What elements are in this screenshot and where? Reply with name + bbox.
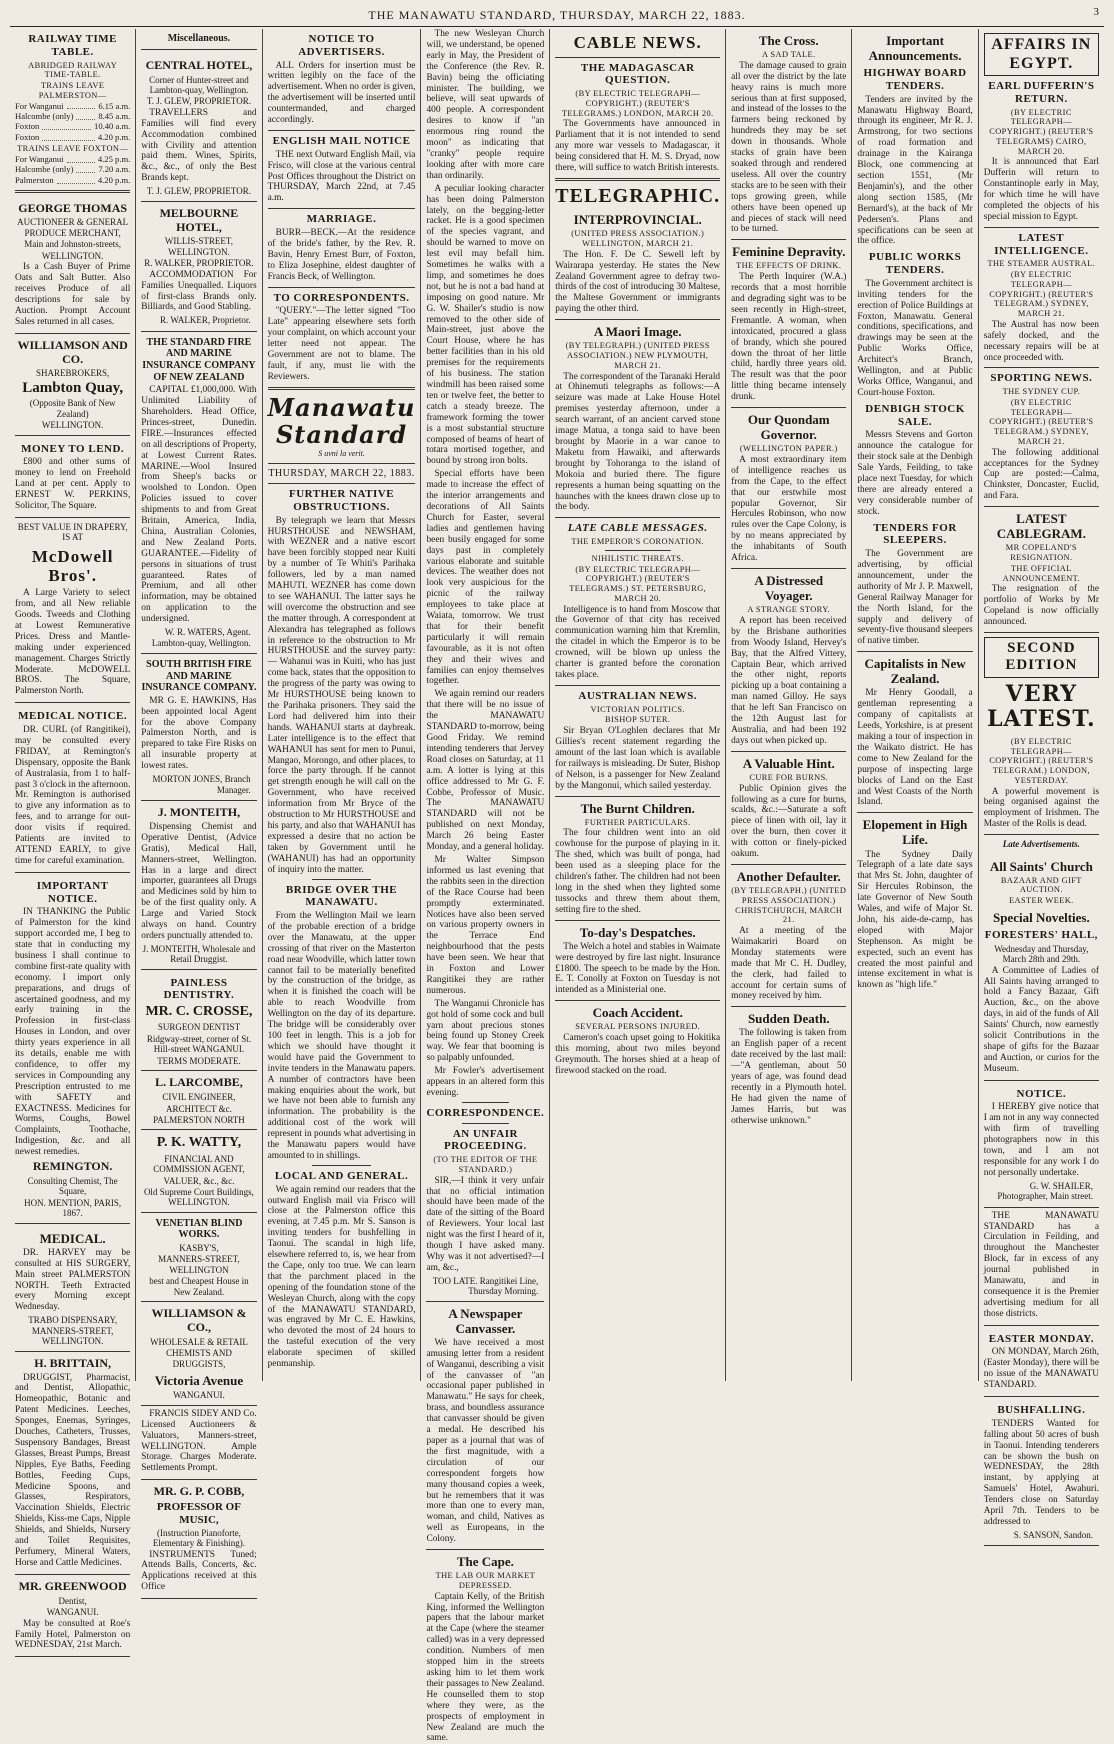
ad-crosse: PAINLESS DENTISTRY. MR. C. CROSSE, SURGEON DENTIST Ridgway-street, corner of St. Hill-street WANGANUI. TERMS MODERATE. bbox=[141, 970, 256, 1071]
ad-williamson-chemists: WILLIAMSON & CO., WHOLESALE & RETAIL CHEMISTS AND DRUGGISTS, Victoria Avenue WANGANUI. bbox=[141, 1302, 256, 1406]
ad-standard-circulation: THE MANAWATU STANDARD has a Circulation in Feilding, and throughout the Manchester Block, far in excess of any journal published in Manawatu, and in consequence it is the Premier advertising medium for all those districts. bbox=[984, 1208, 1099, 1326]
timetable-row: Halcombe (only) 8.45 a.m. bbox=[15, 110, 131, 121]
article-heading: A Newspaper Canvasser. bbox=[448, 1305, 523, 1336]
article-heading: The Cape. bbox=[456, 1554, 514, 1570]
railway-heading: RAILWAY TIME TABLE. bbox=[28, 33, 117, 58]
ad-mcdowell: BEST VALUE IN DRAPERY, IS AT McDowell Bros'. A Large Variety to select from, and all New reliable Goods. Tweeds and Clothing at Lowest Remunerative Prices. Dress and Mantle-making under experienced management. Charges Strictly Moderate. McDOWELL BROS. The Square, Palmerston North. bbox=[15, 518, 130, 703]
article-heading: FURTHER NATIVE OBSTRUCTIONS. bbox=[288, 488, 395, 513]
ad-standard-insurance: THE STANDARD FIRE AND MARINE INSURANCE COMPANY OF NEW ZEALAND CAPITAL £1,000,000. With Unlimited Liability of Shareholders. Head Office, Princes-street, Dunedin. FIRE.—Insurances effected on all descriptions of Property, at Lowest Current Rates. MARINE.—Wool Insured from Sheep's backs or woolshed to London. Open Policies issued to cover shipments to and from Great Britain, America, India, China, Australian Colonies, and New Zealand Ports. GUARANTEE.—Fidelity of persons in situations of trust guaranteed. Rates of Premium, and all other information, may be obtained on application to the undersigned. W. R. WATERS, Agent. Lambton-quay, Wellington. bbox=[141, 332, 256, 654]
ad-shailer-notice: NOTICE. I HEREBY give notice that I am not in any way connected with firm of travelling photographers now in this town, and I am not responsible for any work I do not personally undertake. G. W. SHAILER, Photographer, Main street. bbox=[984, 1081, 1099, 1208]
ad-easter-monday: EASTER MONDAY. ON MONDAY, March 26th, (Easter Monday), there will be no issue of the MANAWATU STANDARD. bbox=[984, 1326, 1099, 1397]
masthead-title: THE MANAWATU STANDARD, THURSDAY, MARCH 22, 1883. bbox=[368, 8, 746, 22]
column-1 bbox=[10, 29, 136, 1651]
ad-name: MR. G. P. COBB, bbox=[153, 1484, 245, 1499]
column-3: NOTICE TO ADVERTISERS. ALL Orders for insertion must be written legibly on the face of the advertisement. When no order is given, the advertisement will be inserted until countermanded, and charged accordingly. ENGLISH MAIL NOTICE THE next Outward English Mail, via Frisco, will close at the various central Post Offices throughout the District on THURSDAY, March 22nd, at 7.45 a.m. MARRIAGE. BURR—BECK.—At the residence of the bride's father, by the Rev. R. Bavin, Henry Ernest Burr, of Foxton, to Eliza Josephine, eldest daughter of Francis Beck, of Wellington. TO CORRESPONDENTS. "QUERY."—The letter signed "Too Late" appearing elsewhere sets forth your complaint, on which account your letter need not appear. The Government are not to blame. The fault, if any, must lie with the Reviewers. Manawatu Standard S uvni la verit. THURSDAY, MARCH 22, 1883. FURTHER NATIVE OBSTRUCTIONS. By telegraph we learn that Messrs HURSTHOUSE and NEWSHAM, with WEZNER and a native escort have been forcibly stopped near Kuiti by a number of Te Whiti's Parihaka followers, led by a man named MAHUTI. WEZNER has come down to see WAHANUI. The latter says he will overcome the obstruction and see the matter through. A correspondent at Alexandra has telegraphed as follows in reference to the obstruction to Mr HURSTHOUSE and the survey party:— Wahanui was in Kuiti, who has just come back, states that the opposition to the progress of the party was owing to Mr HURSTHOUSE being known to the Parihaka prisoners. They said the Lord had delivered him into their hands. WAHANUI starts at daybreak. Later intelligence is to the effect that WAHANUI has sent for men to Punui, Mangao, Morongo, and other places, to force the party through. If he cannot get strength enough he will call on the Government, who have received information from Mr Bryce of the obstruction to Mr HURSTHOUSE and his party, and also that WAHANUI has expressed a desire that no action be taken by Government until he (WAHANUI) has had an opportunity of inquiry into the matter. BRIDGE OVER THE MANAWATU. From the Wellington Mail we learn of the probable erection of a bridge over the Manawatu, at the upper crossing of that river on the Masterton road near Woodville, which latter town cannot fail to be materially benefited by the construction of the bridge, as when it is finished the coach will be able to reach Woodville from Wellington on the day of its departure. The bridge will be considerably over 100 feet in length. This is a job for which we should have thought it would have paid the Government to invite tenders in the Manawatu papers. A number of contractors have been making enquiries about the work, but we have not been able to furnish any information. The probability is the additional cost of the work will represent in pounds what advertising in the Manawatu papers would have amounted to in shillings. LOCAL AND GENERAL. We again remind our readers that the outward English mail via Frisco will close at the Palmerston office this evening, at 7.45 p.m. Mr S. Sanson is inviting tenders for bushfelling in Taonui. The scandal in high life, elsewhere referred to, is, we hear from the Cape, only too true. We can learn that the parchment placed in the opening of the foundation stone of the Wesleyan Church, along with the copy of the MANAWATU STANDARD, was engraved by Mr C. E. Hawkins, who devoted the most of 24 hours to the tasteful execution of the very elaborate specimen of skilled penmanship. bbox=[263, 29, 422, 1381]
article-heading: The Cross. bbox=[758, 33, 819, 48]
timetable-row: Palmerston 4.20 p.m. bbox=[15, 174, 131, 185]
ad-name: WILLIAMSON & CO., bbox=[151, 1306, 247, 1335]
ad-all-saints: All Saints' Church BAZAAR AND GIFT AUCTION. EASTER WEEK. Special Novelties. FORESTERS' HALL, Wednesday and Thursday, March 28th and 29th. A Committee of Ladies of All Saints having arranged to hold a Fancy Bazaar, Gift Auction, &c., on the above days, in aid of the funds of All Saints' Church, now earnestly solicit Contributions in the shape of gifts for the Bazaar and Auction, or curios for the Museum. bbox=[984, 852, 1099, 1081]
ad-brittain: H. BRITTAIN, DRUGGIST, Pharmacist, and Dentist, Allopathic, Homeopathic, Botanic and Patent Medicines. Leeches, Sponges, Enemas, Syringes, Douches, Catheters, Trusses, Suspensory Bandages, Breast Glasses, Breast Pumps, Breast Nipples, Eye Baths, Feeding Bottles, Feeding Cups, Medicine Spoons, and Glasses, Respirators, Vaccination Shields, Electric Shields, Kiss-me Caps, Nipple Shields, and Shields, Nursery and Toilet Requisites, Perfumery, Mineral Waters, Horse and Cattle Medicines. bbox=[15, 1352, 130, 1575]
ad-medical-notice: MEDICAL NOTICE. DR. CURL (of Rangitikei), may be consulted every FRIDAY, at Remington's Dispensary, opposite the Bank of Australasia, from 1 to half-past 3 o'clock in the afternoon. Mr. Remington is authorised to give any information as to fees, and to arrange for out-door visits if required. Patients are invited to ATTEND EARLY, to give time for careful examination. bbox=[15, 703, 130, 873]
ad-south-british: SOUTH BRITISH FIRE AND MARINE INSURANCE COMPANY. MR G. E. HAWKINS, Has been appointed local Agent for the above Company Palmerston North, and is prepared to take Fire Risks on all insurable property at lowest rates. MORTON JONES, Branch Manager. bbox=[141, 654, 256, 801]
ad-name: WILLIAMSON AND CO. bbox=[17, 337, 128, 366]
article-heading: Feminine Depravity. bbox=[732, 244, 846, 260]
dateline: THURSDAY, MARCH 22, 1883. bbox=[268, 467, 415, 479]
timetable-row: Foxton 4.20 p.m. bbox=[15, 131, 131, 142]
column-6: The Cross. A SAD TALE. The damage caused to grain all over the district by the late heavy rains is much more serious than at first supposed, and instead of the losses to the farmers being reckoned by hundreds they may be set down in thousands. Whole stacks of grain have been soaked through and rendered useless. All over the country stacks are to be seen with their tops growing green, while others have been opened up and pieces of stack will need to be turned. Feminine Depravity. THE EFFECTS OF DRINK. The Perth Inquirer (W.A.) records that a most horrible and degrading sight was to be seen recently in High-street, Fremantle. A woman, when intoxicated, procured a glass of brandy, which she poured down the throat of her little child, hardly three years old. The result was that the poor little thing became intensely drunk. Our Quondam Governor. (WELLINGTON PAPER.) A most extraordinary item of intelligence reaches us from the Cape, to the effect that our erstwhile most popular Governor, Sir Hercules Robinson, who now rules over the Cape Colony, is by no means appreciated by the inhabitants of South Africa. A Distressed Voyager. A STRANGE STORY. A report has been received by the Brisbane authorities from Woody Island, Hervey's Bay, that the Alfred Vittery, Captain Bear, which arrived the other night, reports picking up a boat containing a man named Gilloy. He says that he left San Francisco on the 12th August last for Australia, and had been 192 days out when picked up. A Valuable Hint. CURE FOR BURNS. Public Opinion gives the following as a cure for burns, scalds, &c.:—Saturate a soft piece of linen with oil, lay it over the burn, then cover it with cotton or finely-picked oakum. Another Defaulter. (BY TELEGRAPH.) (UNITED PRESS ASSOCIATION.) CHRISTCHURCH, MARCH 21. At a meeting of the Waimakariri Board on Monday statements were made that Mr C. H. Dudley, the clerk, had failed to account for certain sums of money received by him. Sudden Death. The following is taken from an English paper of a recent date received by the last mail:—"A gentleman, about 50 years of age, was found dead recently in a Plymouth hotel. He had given the name of James Harris, but was otherwise unknown." bbox=[726, 29, 852, 1381]
columns bbox=[10, 29, 1104, 1744]
timetable-row: For Wanganui 6.15 a.m. bbox=[15, 100, 131, 111]
ad-george-thomas: GEORGE THOMAS AUCTIONEER & GENERAL PRODUCE MERCHANT, Main and Johnston-streets, WELLINGTON. Is a Cash Buyer of Prime Oats and Salt Butter. Also receives Produce of all descriptions for sale by Auction. Prompt Account Sales returned in all cases. bbox=[15, 197, 130, 334]
article-heading: LATEST CABLEGRAM. bbox=[996, 511, 1086, 542]
page-number: 3 bbox=[1093, 6, 1100, 18]
masthead bbox=[10, 4, 1104, 27]
timetable-row: For Wanganui 4.25 p.m. bbox=[15, 153, 131, 164]
ad-name: L. LARCOMBE, bbox=[155, 1075, 243, 1090]
ad-important-notice: IMPORTANT NOTICE. IN THANKING the Public of Palmerston for the kind support accorded me, I beg to state that in conducting my business I shall continue to combine first-rate quality with economy. I import only preparations, and drugs of ascertained goodness, and my early training in the Profession in first-class Houses in London, and over thirty years experience in all its details, enable me with confidence, to offer my services in Compounding any Prescription entrusted to me with SAFETY and EXACTNESS. Medicines for Worms, Coughs, Bowel Complaints, Toothache, Indigestion, &c. and all newest remedies. REMINGTON. Consulting Chemist, The Square, HON. MENTION, PARIS, 1867. bbox=[15, 873, 130, 1224]
timetable-row: Halcombe (only) 7.20 a.m. bbox=[15, 164, 131, 175]
article-heading: Capitalists in New Zealand. bbox=[864, 656, 966, 687]
ad-name: GEORGE THOMAS bbox=[18, 200, 128, 215]
ad-melbourne-hotel: MELBOURNE HOTEL, WILLIS-STREET, WELLINGTON. R. WALKER, PROPRIETOR. ACCOMMODATION For Families Unequalled. Liquors of first-class Brands only. Billiards, and Good Stabling. R. WALKER, Proprietor. bbox=[141, 202, 256, 332]
ad-money-to-lend: MONEY TO LEND. £800 and other sums of money to lend on Freehold Land at per cent. Apply to ERNEST W. PERKINS, Solicitor, The Square. bbox=[15, 436, 130, 518]
ad-name: REMINGTON. bbox=[32, 1159, 113, 1174]
column-5: CABLE NEWS. THE MADAGASCAR QUESTION. (BY ELECTRIC TELEGRAPH—COPYRIGHT.) (REUTER'S TELEGRAMS.) LONDON, MARCH 20. The Governments have announced in Parliament that it is not intended to send any more war vessels to Madagascar, it being considered that H. M. S. Dryad, now there, will suffice to watch British interests. TELEGRAPHIC. INTERPROVINCIAL. (UNITED PRESS ASSOCIATION.) WELLINGTON, MARCH 21. The Hon. F. De C. Sewell left by Wairarapa yesterday. He states the New Zealand Government agree to defray two-thirds of the cost of introducing 30 Maltese, the Maltese Government or immigrants paying the other third. A Maori Image. (BY TELEGRAPH.) (UNITED PRESS ASSOCIATION.) NEW PLYMOUTH, MARCH 21. The correspondent of the Taranaki Herald at Ohinemuti telegraphs as follows:—A seizure was made at Lake House Hotel premises yesterday afternoon, under a search warrant, of an ancient carved stone image Matua, a tonga said to have been brought by Maorie in a war canoe to Maketu from Hawaiki, and afterwards brought by Tohoranga to the island of Mokoia and buried there. The figure represents a human being squatting on the haunches with the knees drawn close up to the body. LATE CABLE MESSAGES. THE EMPEROR'S CORONATION. NIHILISTIC THREATS. (BY ELECTRIC TELEGRAPH—COPYRIGHT.) (REUTER'S TELEGRAMS.) ST. PETERSBURG, MARCH 20. Intelligence is to hand from Moscow that the Governor of that city has received communication warning him that Kremlin, the citadel in which the Emperor is to be crowned, will be blown up unless the charter is granted before the coronation takes place. AUSTRALIAN NEWS. VICTORIAN POLITICS. BISHOP SUTER. Sir Bryan O'Loghlen declares that Mr Gillies's recent statement regarding the amount of the last loan which is available for railways is misleading. Dr Suter, Bishop of Nelson, is a passenger for New Zealand by the Mangonui, which sailed yesterday. The Burnt Children. FURTHER PARTICULARS. The four children went into an old cowhouse for the purpose of playing in it. The shed, which was built of ponga, had been used as a sleeping place for the children's father. The children had not been long in the shed when they lighted some tussocks and threw them about them, setting fire to the shed. To-day's Despatches. The Welch a hotel and stables in Waimate were destroyed by fire last night. Insurance £1800. The speech to be made by the Hon. E. T. Conolly at Foxton on Tuesday is not intended as a Ministerial one. Coach Accident. SEVERAL PERSONS INJURED. Cameron's coach upset going to Hokitika this morning, about two miles beyond Greymouth. The horses shied at a heap of firewood stacked on the road. bbox=[550, 29, 726, 1381]
column-4: The new Wesleyan Church will, we understand, be opened early in May, the President of the Conference (the Rev. R. Bavin) being the officiating minister. The building, we believe, will seat upwards of 400 people. A correspondent desires to know if "an enormous ring round the moon" as indicating that "cranky" people require looking after with more care than ordinarily. A peculiar looking character has been doing Palmerston lately, on the begging-letter racket. He is a good specimen of the species vagrant, and should be warned to move on lest evil may befall him. Sometimes he walks with a limp, and sometimes he does not, but he is not a bad hand at imposing on good nature. Mr G. W. Shailer's studio is now removed to the other side of Main-street, just above the Court House, where he has better facilities than in his old premises for the requirements of his business. The station windmill has been raised some ten or twelve feet, the better to catch a steady breeze. The framework forming the tower is a most substantial structure composed of beams of heart of totara mortised together, and bound by strong iron bolts. Special efforts have been made to increase the effect of the interior arrangements and decorations of All Saints Church for Easter, several ladies and gentlemen having been busily engaged for some days past in completely various elaborate and suitable devices. The weather does not look very auspicious for the picnic of the railway employees to take place at Waiata, tomorrow. We trust that for their benefit particularly it will remain favourable, as it is not often they and their wives and families can enjoy themselves together. We again remind our readers that there will be no issue of the MANAWATU STANDARD to-morrow, being Good Friday. We remind intending tenderers that Jervey Road closes on Saturday, at 11 a.m. A lotter is lying at this office addressed to Mr G. F. Cobbe, Professor of Music. The MANAWATU STANDARD will not be published on next Monday, March 26 being Easter Monday, and a general holiday. Mr Walter Simpson informed us last evening that the rabbits seen in the direction of the Race Course had been promptly exterminated. Notices have also been served on various property owners in the Terrace End neighbourhood that the pests have been seen. We hear that in Foxton and Lower Rangitikei they are rather numerous. The Wanganui Chronicle has got hold of some cock and bull yarn about precious stones being found up Stoney Creek way. We fear that booming is so palpably unfounded. Mr Fowler's advertisement appears in an altered form this evening. CORRESPONDENCE. AN UNFAIR PROCEEDING. (TO THE EDITOR OF THE STANDARD.) SIR,—I think it very unfair that no official intimation should have been made of the date of the sitting of the Board of Reviewers. Your local last night was the first I heard of it, though I have asked many. Why was it not advertised?—I am, &c., TOO LATE. Rangitikei Line, Thursday Morning. A Newspaper Canvasser. We have received a most amusing letter from a resident of Wanganui, describing a visit of the canvasser of "an occasional paper published in Manawatu." He says for cheek, brass, and boundless assurance that canvasser should be given a medal. He described his paper as a journal that was of the first magnitude, with a circulation of our correspondent forgets how many thousand copies a week, but he remembers that it was more than one to every man, woman, and child, Natives as well as Europeans, in the Colony. The Cape. THE LAB OUR MARKET DEPRESSED. Captain Kelly, of the British King, informed the Wellington papers that the labour market at the Cape (where the steamer called) was in a very depressed condition. Numbers of men stopped him in the streets asking him to let them work their passages to New Zealand. He counselled them to stop where they were, as the prospects of employment in New Zealand are much the same. bbox=[421, 29, 550, 1381]
article-heading: To-day's Despatches. bbox=[579, 924, 696, 940]
ad-name: SOUTH BRITISH FIRE AND MARINE INSURANCE COMPANY. bbox=[141, 658, 257, 694]
column-2 bbox=[136, 29, 262, 1593]
ad-name: P. K. WATTY, bbox=[156, 1135, 242, 1151]
misc-heading: Miscellaneous. bbox=[167, 33, 231, 44]
timetable-row: Foxton 10.40 a.m. bbox=[15, 121, 131, 132]
timetable-a bbox=[15, 102, 130, 143]
article-heading: TELEGRAPHIC. bbox=[555, 185, 721, 207]
column-7: Important Announcements. HIGHWAY BOARD TENDERS. Tenders are invited by the Manawatu Highway Board, through its engineer, Mr R. J. Armstrong, for two sections of road formation and drainage in the Kairanga Block, one commencing at section 1551, (Mr Benjamin's), and the other along section 1585, (Mr Bernard's), at the back of Mr Pedersen's. Plans and specifications can be seen at the office. PUBLIC WORKS TENDERS. The Government architect is inviting tenders for the erection of Police Buildings at Foxton, Manawatu. General conditions, specifications, and drawings may be seen at the Public Works Office, Architect's Branch, Wellington, and at Public Works Office, Wanganui, and Court-house Foxton. DENBIGH STOCK SALE. Messrs Stevens and Gorton announce the catalogue for their stock sale at the Denbigh Sale Yards, Feilding, to take place next Tuesday, for which there are already entered a very considerable number of stock. TENDERS FOR SLEEPERS. The Government are advertising, by official announcement, under the authority of Mr J. P. Maxwell, General Railway Manager for the North Island, for the supply and delivery of seventy-five thousand sleepers of native timber. Capitalists in New Zealand. Mr Henry Goodall, a gentleman representing a company of capitalists at Leeds, Yorkshire, is at present making a tour of inspection in the Waikato district. He has come to New Zealand for the purpose of inspecting large blocks of Land on the East and West Coasts of the North Island. Elopement in High Life. The Sydney Daily Telegraph of a late date says that Mrs St. John, daughter of Sir Hercules Robinson, the late Governor of New South Wales, and wife of Major St. John, his aide-de-camp, has eloped with Major Stephenson. As might be expected, such an event has created the most painful and intense excitement in what is known as "high life." bbox=[852, 29, 978, 1381]
ad-central-hotel: CENTRAL HOTEL, Corner of Hunter-street and Lambton-quay, Wellington. T. J. GLEW, PROPRIETOR. TRAVELLERS and Families will find every Accommodation combined with Civility and attention paid them. Wines, Spirits, &c., &c., of only the Best Brands kept. T. J. GLEW, PROPRIETOR. bbox=[141, 54, 256, 202]
article-heading: Another Defaulter. bbox=[736, 868, 841, 884]
ad-greenwood: MR. GREENWOOD Dentist, WANGANUI. May be consulted at Roe's Family Hotel, Palmerston on WEDNESDAY, 21st March. bbox=[15, 1575, 130, 1658]
article-heading: AN UNFAIR PROCEEDING. bbox=[443, 1127, 527, 1153]
ad-watty: P. K. WATTY, FINANCIAL AND COMMISSION AGENT, VALUER, &c., &c. Old Supreme Court Buildings, WELLINGTON. bbox=[141, 1130, 256, 1212]
motto: S uvni la verit. bbox=[318, 449, 365, 459]
trains-leave-foxton: TRAINS LEAVE FOXTON— bbox=[17, 143, 129, 153]
ad-name: VENETIAN BLIND WORKS. bbox=[155, 1217, 243, 1241]
article-heading: A Distressed Voyager. bbox=[754, 573, 824, 604]
ad-name: THE STANDARD FIRE AND MARINE INSURANCE COMPANY OF NEW ZEALAND bbox=[142, 336, 256, 383]
article-heading: BRIDGE OVER THE MANAWATU. bbox=[285, 883, 398, 909]
ad-williamson: WILLIAMSON AND CO. SHAREBROKERS, Lambton Quay, (Opposite Bank of New Zealand) WELLINGTON. bbox=[15, 334, 130, 436]
column-8: AFFAIRS IN EGYPT. EARL DUFFERIN'S RETURN. (BY ELECTRIC TELEGRAPH—COPYRIGHT.) (REUTER'S TELEGRAMS) CAIRO, MARCH 20. It is announced that Earl Dufferin will return to Constantinople early in May, for which time he will have completed the objects of his special mission to Egypt. LATEST INTELLIGENCE. THE STEAMER AUSTRAL. (BY ELECTRIC TELEGRAPH—COPYRIGHT.) (REUTER'S TELEGRAM.) SYDNEY, MARCH 21. The Austral has now been safely docked, and the necessary repairs will be at once proceeded with. SPORTING NEWS. THE SYDNEY CUP. (BY ELECTRIC TELEGRAPH—COPYRIGHT.) (REUTER'S TELEGRAM.) SYDNEY, MARCH 21. The following additional acceptances for the Sydney Cup are posted:—Calma, Chinkster, Doncaster, Euclid, and Fara. LATEST CABLEGRAM. MR COPELAND'S RESIGNATION. THE OFFICIAL ANNOUNCEMENT. The resignation of the portfolio of Works by Mr Copeland is now officially announced. SECOND EDITION VERY LATEST. (BY ELECTRIC TELEGRAPH—COPYRIGHT.) (REUTER'S TELEGRAM.) LONDON, YESTERDAY. A powerful movement is being organised against the employment of Irishmen. The Master of the Rolls is dead. Late Advertisements. All Saints' Church BAZAAR AND GIFT AUCTION. EASTER WEEK. Special Novelties. FORESTERS' HALL, Wednesday and Thursday, March 28th and 29th. A Committee of Ladies of All Saints having arranged to hold a Fancy Bazaar, Gift Auction, &c., on the above days, in aid of the funds of All Saints' Church, now earnestly solicit Contributions in the shape of gifts for the Bazaar and Auction, or curios for the Museum. NOTICE. I HEREBY give notice that I am not in any way connected with firm of travelling photographers now in this town, and I am not responsible for any work I do not personally undertake. G. W. SHAILER, Photographer, Main street. THE MANAWATU STANDARD has a Circulation in Feilding, and throughout the Manchester Block, far in excess of any journal published in Manawatu, and in consequence it is the Premier advertising medium for all those districts. EASTER MONDAY. ON MONDAY, March 26th, (Easter Monday), there will be no issue of the MANAWATU STANDARD. BUSHFALLING. TENDERS Wanted for falling about 50 acres of bush in Taonui. Intending tenderers can be shown the bush on WEDNESDAY, the 28th instant, by applying at Samuels' Hotel, Awahuri. Tenders close on Saturday April 7th. Tenders to be addressed to S. SANSON, Sandon. bbox=[979, 29, 1104, 1381]
railway-subheading: ABRIDGED RAILWAY TIME-TABLE. bbox=[28, 60, 118, 80]
ad-name: J. MONTEITH, bbox=[157, 804, 241, 819]
ad-bushfalling: BUSHFALLING. TENDERS Wanted for falling about 50 acres of bush in Taonui. Intending tenderers can be shown the bush on WEDNESDAY, the 28th instant, by applying at Samuels' Hotel, Awahuri. Tenders close on Saturday April 7th. Tenders to be addressed to S. SANSON, Sandon. bbox=[984, 1397, 1099, 1546]
article-heading: CABLE NEWS. bbox=[573, 33, 702, 52]
ad-larcombe: L. LARCOMBE, CIVIL ENGINEER, ARCHITECT &c. PALMERSTON NORTH bbox=[141, 1071, 256, 1130]
article-heading: Our Quondam Governor. bbox=[747, 412, 830, 443]
nameplate: Manawatu Standard bbox=[267, 392, 416, 450]
article-heading: CORRESPONDENCE. bbox=[426, 1106, 545, 1119]
ad-venetian: VENETIAN BLIND WORKS. KASBY'S, MANNERS-STREET, WELLINGTON best and Cheapest House in New Zealand. bbox=[141, 1213, 256, 1302]
ad-monteith: J. MONTEITH, Dispensing Chemist and Operative Dentist, (Advice Gratis), Medical Hall, Manners-street, Wellington. Has in a large and direct importer, guarantees all Drugs and Medicines sold by him to be of the first quality only. A Large and Varied Stock always on hand. Country orders punctually attended to. J. MONTEITH, Wholesale and Retail Druggist. bbox=[141, 801, 256, 970]
article-heading: A Valuable Hint. bbox=[742, 755, 835, 771]
ad-name: MELBOURNE HOTEL, bbox=[159, 205, 239, 234]
trains-leave-palmerston: TRAINS LEAVE PALMERSTON— bbox=[38, 81, 107, 100]
article-heading: AFFAIRS IN EGYPT. bbox=[984, 33, 1099, 76]
ad-name: MR. GREENWOOD bbox=[18, 1578, 127, 1593]
ad-name: McDowell Bros'. bbox=[31, 546, 114, 586]
article-heading: The Burnt Children. bbox=[580, 800, 695, 816]
ad-sidey: FRANCIS SIDEY AND Co. Licensed Auctioneers & Valuators, Manners-street, WELLINGTON. Ample Storage. Charges Moderate. Settlements Prompt. bbox=[141, 1406, 256, 1480]
article-heading: Important Announcements. bbox=[868, 33, 962, 64]
article-heading: A Maori Image. bbox=[593, 324, 682, 340]
ad-name: CENTRAL HOTEL, bbox=[145, 57, 253, 72]
ad-harvey: MEDICAL. DR. HARVEY may be consulted at HIS SURGERY, Main street PALMERSTON NORTH. Teeth Extracted every Morning except Wednesday. TRABO DISPENSARY, MANNERS-STREET, WELLINGTON. bbox=[15, 1224, 130, 1352]
article-heading: Coach Accident. bbox=[592, 1005, 683, 1021]
ad-name: MR. C. CROSSE, bbox=[145, 1004, 253, 1020]
ad-name: H. BRITTAIN, bbox=[34, 1355, 112, 1370]
timetable-b bbox=[15, 155, 130, 186]
article-heading: LOCAL AND GENERAL. bbox=[274, 1169, 409, 1182]
article-heading: Elopement in High Life. bbox=[862, 817, 968, 848]
article-heading: VERY LATEST. bbox=[987, 680, 1096, 733]
article-heading: Sudden Death. bbox=[747, 1011, 830, 1027]
article-heading: SECOND EDITION bbox=[984, 637, 1099, 678]
ad-cobb: MR. G. P. COBB, PROFESSOR OF MUSIC, (Instruction Pianoforte, Elementary & Finishing). INSTRUMENTS Tuned; Attends Balls, Concerts, &c. Applications received at this Office bbox=[141, 1480, 256, 1599]
